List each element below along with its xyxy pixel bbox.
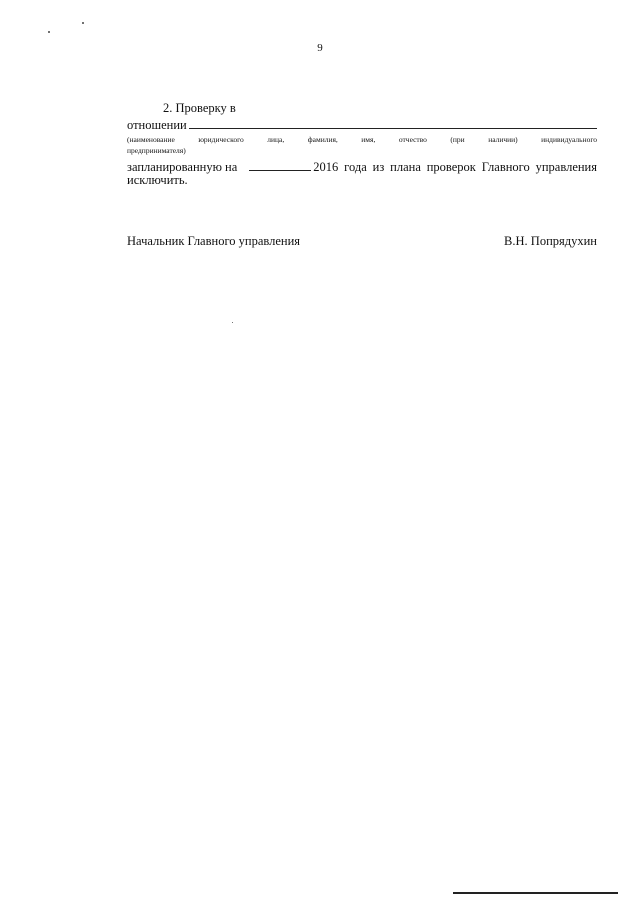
scan-speck xyxy=(82,22,84,24)
footer-rule xyxy=(453,892,618,894)
planned-lead-text: запланированную на xyxy=(127,160,238,174)
regarding-label: отношении xyxy=(127,118,187,132)
planned-rest-text: 2016 года из плана проверок Главного управления xyxy=(313,160,597,174)
field-caption: (наименование юридического лица, фамилия, имя, отчество (при наличии) индивидуального xyxy=(127,135,597,144)
signatory-name: В.Н. Попрядухин xyxy=(504,234,597,248)
blank-fill-line xyxy=(189,116,597,129)
page-number: 9 xyxy=(317,42,323,54)
item-heading: 2. Проверку в xyxy=(163,101,236,115)
date-blank-line xyxy=(249,158,311,171)
field-caption-continued: предпринимателя) xyxy=(127,146,186,155)
scan-speck xyxy=(232,322,233,323)
scan-speck xyxy=(48,31,50,33)
regarding-row xyxy=(127,116,597,132)
signatory-position: Начальник Главного управления xyxy=(127,234,301,248)
planned-row xyxy=(127,158,597,175)
exclude-text: исключить. xyxy=(127,173,188,187)
